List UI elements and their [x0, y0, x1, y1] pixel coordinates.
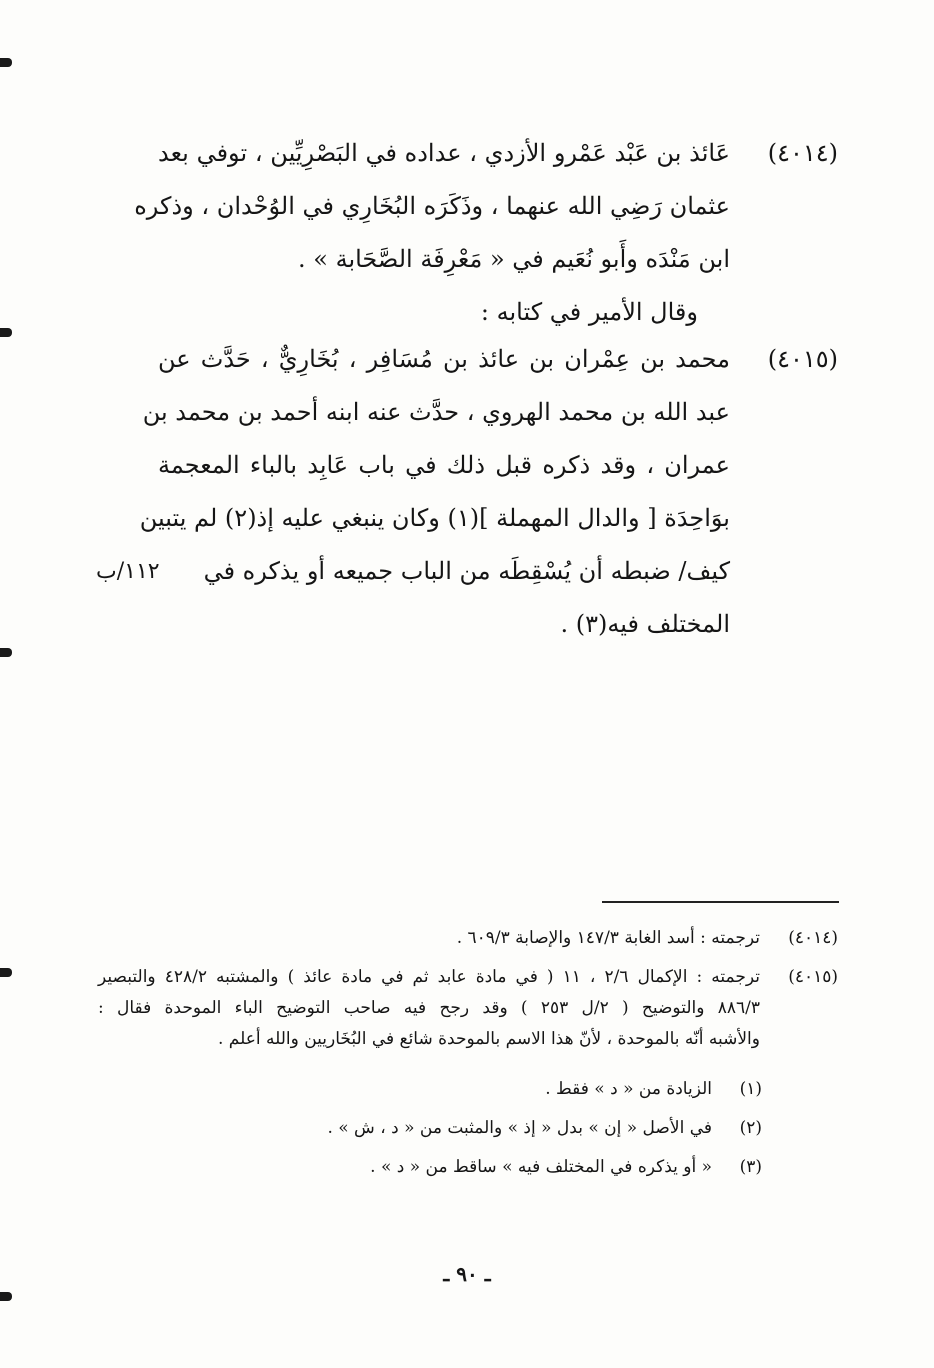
footnote-separator — [602, 901, 839, 903]
footnote-line: ترجمته : الإكمال ٢/٦ ، ١١ ( في مادة عابد ثم في مادة عائذ ) والمشتبه ٤٢٨/٢ والتبصير — [98, 967, 760, 987]
footnote-text: في الأصل « إن » بدل « إذ » والمثبت من « د ، ش » . — [327, 1118, 712, 1138]
footnote-text: « أو يذكره في المختلف فيه » ساقط من « د » . — [370, 1157, 712, 1177]
footnote-number: (١) — [739, 1079, 762, 1099]
footnote — [262, 1113, 762, 1143]
footnote-line: ٨٨٦/٣ والتوضيح ( ٢/ل ٢٥٣ ) وقد رجح فيه صاحب التوضيح الباء الموحدة فقال : — [98, 998, 760, 1018]
footnote — [138, 923, 838, 953]
entry-line: بوَاحِدَة [ والدال المهملة ](١) وكان ينبغي عليه إذ(٢) لم يتبين — [139, 504, 730, 532]
footnote-number: (٣) — [739, 1157, 762, 1177]
footnote-number: (٢) — [739, 1118, 762, 1138]
entry-line: عبد الله بن محمد الهروي ، حدَّث عنه ابنه أحمد بن محمد بن — [142, 398, 730, 426]
page-number: ـ ٩٠ ـ — [443, 1262, 491, 1286]
entry-line: كيف/ ضبطه أن يُسْقِطَه من الباب جميعه أو يذكره في — [203, 557, 730, 585]
entry-line: عمران ، وقد ذكره قبل ذلك في باب عَابِد بالباء المعجمة — [158, 451, 730, 479]
footnote-number: (٤٠١٤) — [788, 928, 838, 948]
footnote-text: ترجمته : أسد الغابة ١٤٧/٣ والإصابة ٦٠٩/٣ . — [456, 928, 760, 948]
entry-line: ابن مَنْدَه وأَبو نُعَيم في « مَعْرِفَة الصَّحَابة » . — [298, 245, 730, 273]
edge-mark — [0, 1292, 12, 1301]
edge-mark — [0, 648, 12, 657]
footnote — [98, 962, 838, 1058]
edge-mark — [0, 58, 12, 67]
entry-4015 — [88, 333, 838, 651]
entry-number: (٤٠١٤) — [767, 139, 838, 167]
footnote-text: الزيادة من « د » فقط . — [545, 1079, 712, 1099]
entry-number: (٤٠١٥) — [767, 345, 838, 373]
entry-line: المختلف فيه(٣) . — [560, 610, 730, 638]
footnote-number: (٤٠١٥) — [788, 967, 838, 987]
entry-line: عثمان رَضِي الله عنهما ، وذَكَرَه البُخَارِي في الوُحْدان ، وذكره — [134, 192, 730, 220]
footnote — [262, 1152, 762, 1182]
folio-margin-note: ١١٢/ب — [96, 559, 160, 584]
entry-line: وقال الأمير في كتابه : — [480, 298, 698, 326]
footnote-line: والأشبه أنّه بالموحدة ، لأنّ هذا الاسم بالموحدة شائع في البُخَاريين والله أعلم . — [217, 1029, 760, 1049]
edge-mark — [0, 328, 12, 337]
entry-4014 — [134, 127, 838, 339]
entry-line: عَائذ بن عَبْد عَمْرو الأزدي ، عداده في البَصْرِيِّين ، توفي بعد — [158, 139, 730, 167]
edge-mark — [0, 968, 12, 977]
entry-line: محمد بن عِمْران بن عائذ بن مُسَافِر ، بُخَارِيٌّ ، حَدَّث عن — [158, 345, 730, 373]
footnote — [312, 1074, 762, 1104]
